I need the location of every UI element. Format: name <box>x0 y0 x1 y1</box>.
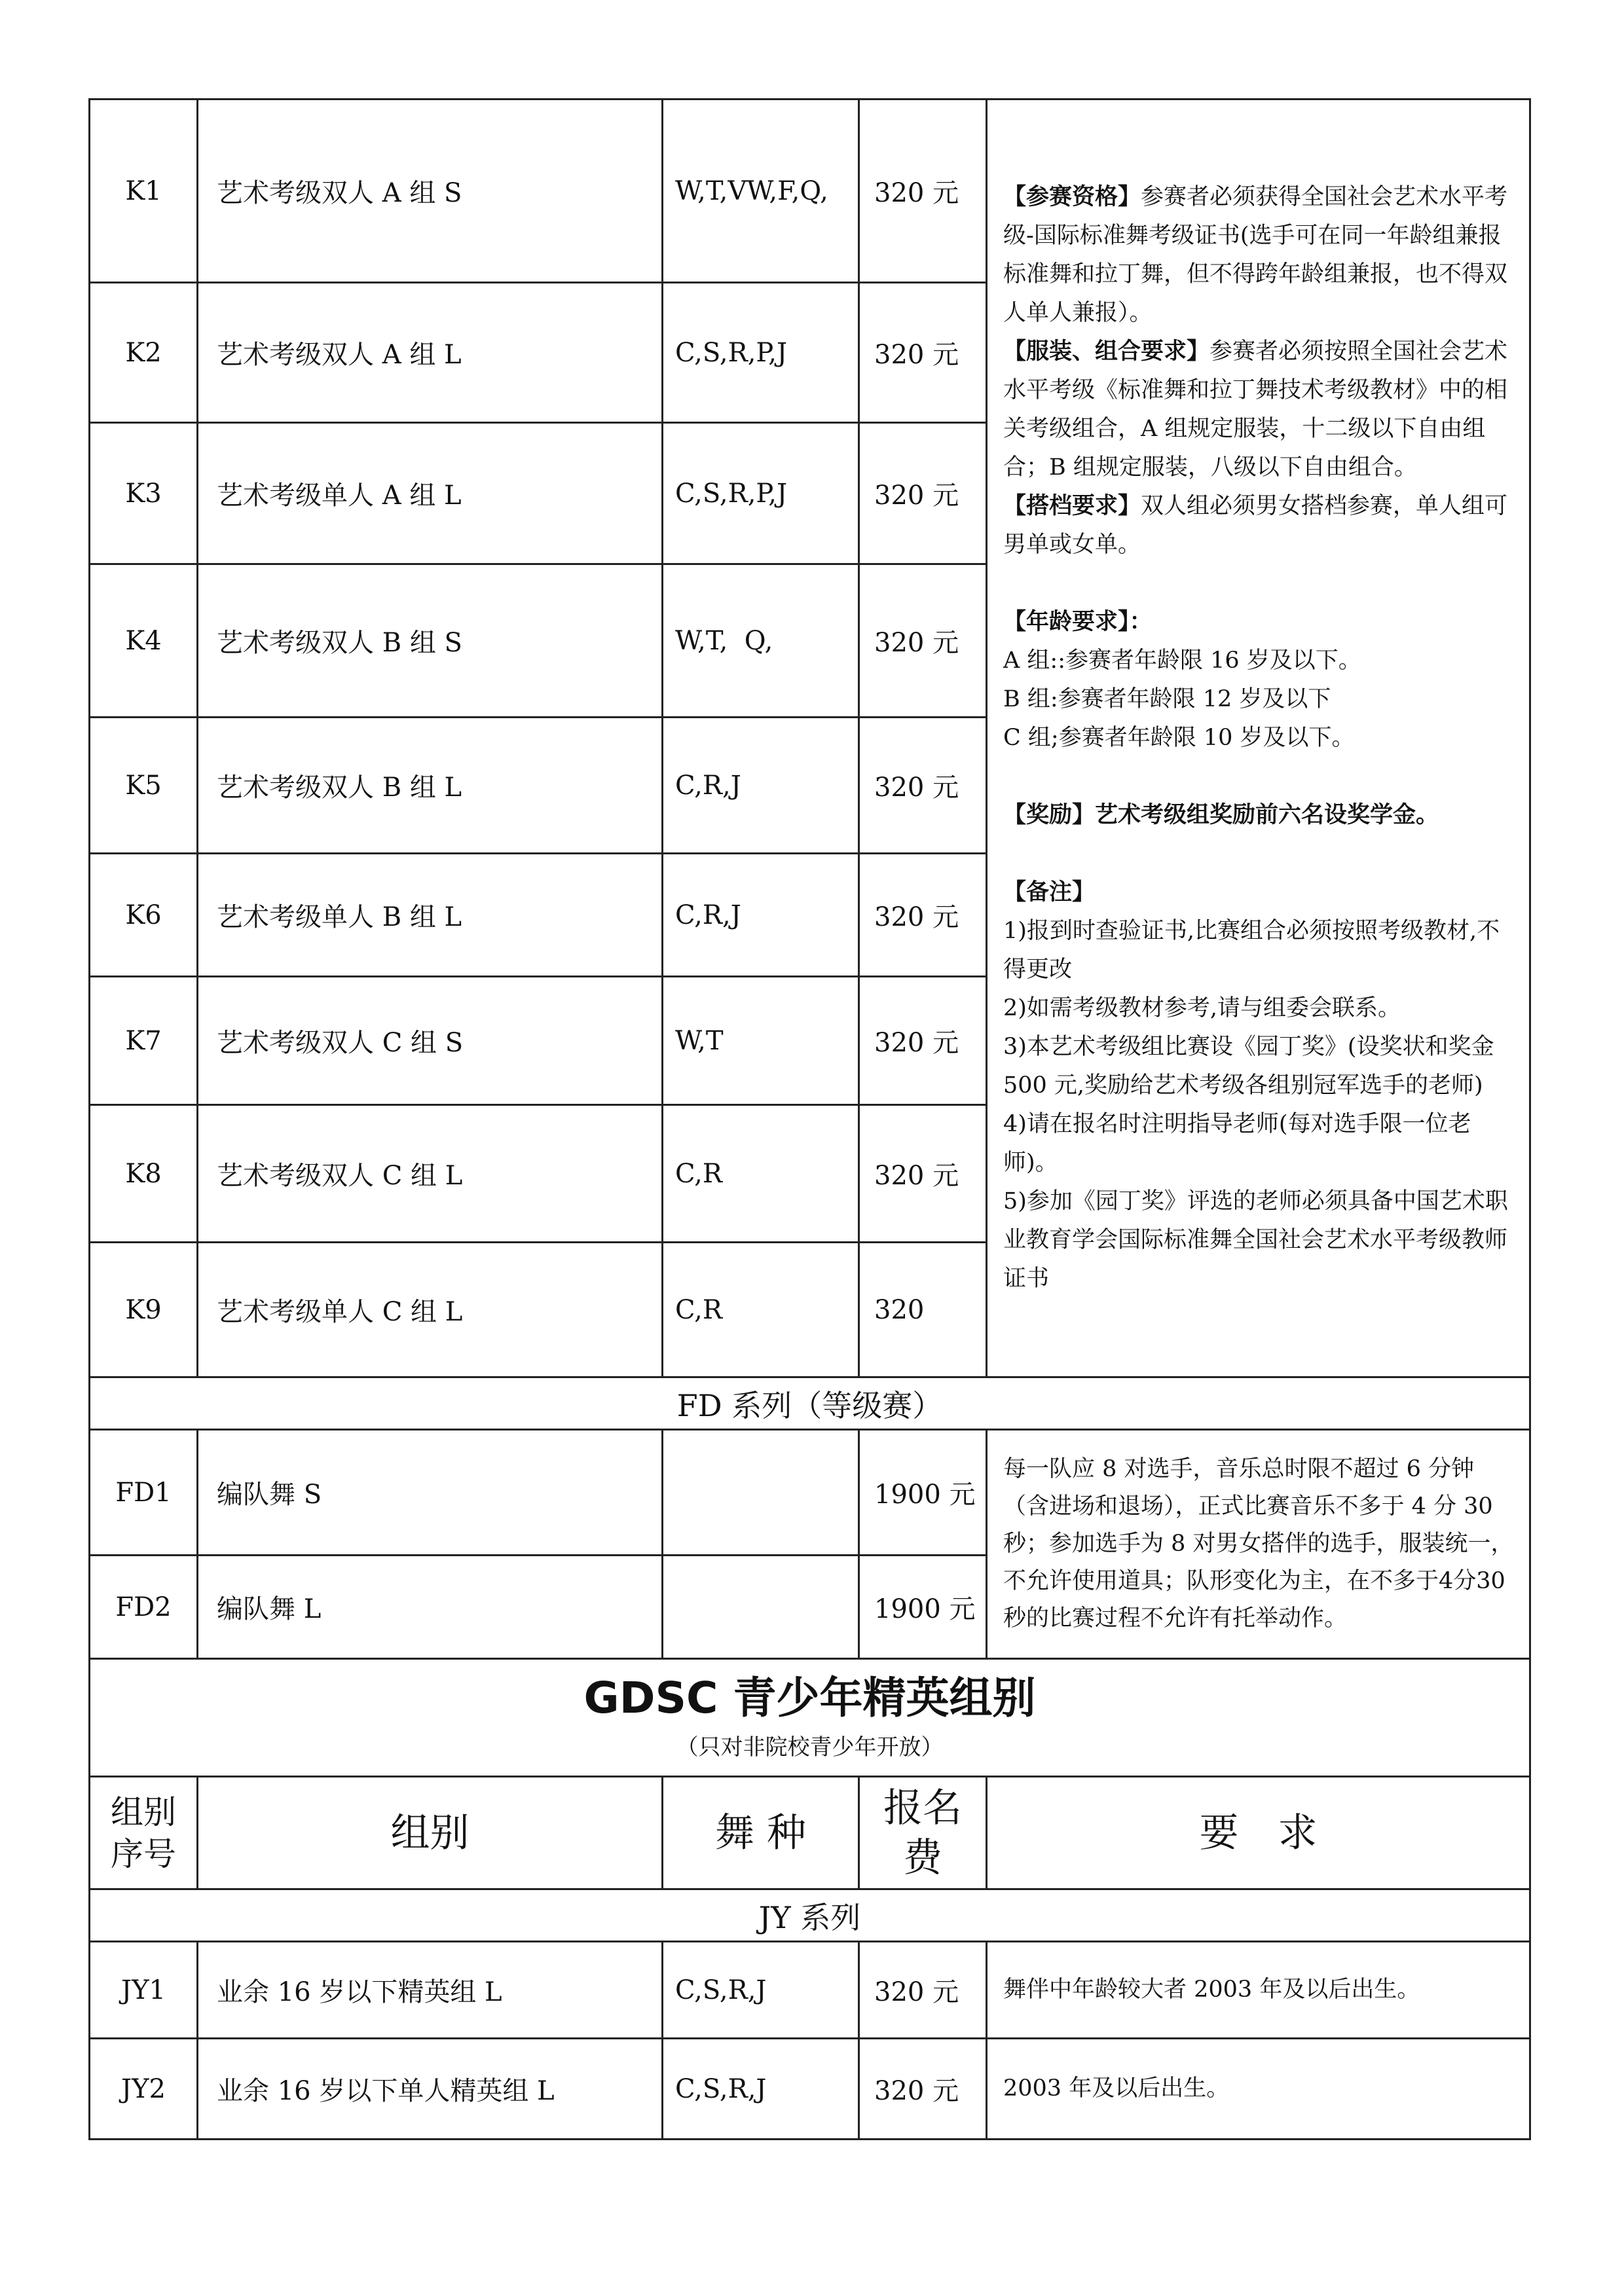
fd-series-title: FD 系列（等级赛） <box>90 1377 1530 1430</box>
group-code: FD2 <box>90 1556 198 1659</box>
group-code: K8 <box>90 1105 198 1243</box>
entry-fee: 320 元 <box>859 1105 987 1243</box>
entry-fee: 1900 元 <box>859 1430 987 1556</box>
table-row <box>90 100 1530 283</box>
partner-text: 双人组必须男女搭档参赛，单人组可男单或女单。 <box>1003 493 1508 558</box>
competition-table <box>88 98 1531 2140</box>
jy-series-title: JY 系列 <box>90 1889 1530 1942</box>
entry-fee: 1900 元 <box>859 1556 987 1659</box>
group-name: 艺术考级双人 B 组 S <box>198 564 663 718</box>
age-group-a: A 组::参赛者年龄限 16 岁及以下。 <box>1003 647 1361 674</box>
note-1: 1)报到时查验证书,比赛组合必须按照考级教材,不得更改 <box>1003 918 1500 983</box>
dance-types: W,T,VW,F,Q, <box>663 100 859 283</box>
notes-heading: 【备注】 <box>1003 879 1096 905</box>
dance-types: C,S,R,J <box>663 2039 859 2140</box>
dance-types <box>663 1430 859 1556</box>
series-row <box>90 1377 1530 1430</box>
group-code: K4 <box>90 564 198 718</box>
group-code: K7 <box>90 977 198 1105</box>
age-group-b: B 组:参赛者年龄限 12 岁及以下 <box>1003 686 1331 712</box>
eligibility-text: 参赛者必须获得全国社会艺术水平考级-国际标准舞考级证书(选手可在同一年龄组兼报标准舞和拉丁舞，但不得跨年龄组兼报，也不得双人单人兼报）。 <box>1003 184 1508 326</box>
costume-heading: 【服装、组合要求】 <box>1003 338 1210 365</box>
entry-fee: 320 元 <box>859 2039 987 2140</box>
table-row <box>90 1430 1530 1556</box>
dance-types: C,S,R,J <box>663 1942 859 2039</box>
entry-fee: 320 <box>859 1243 987 1377</box>
eligibility-heading: 【参赛资格】 <box>1003 184 1141 210</box>
header-dance: 舞 种 <box>663 1777 859 1889</box>
group-name: 艺术考级单人 B 组 L <box>198 854 663 977</box>
group-name: 业余 16 岁以下精英组 L <box>198 1942 663 2039</box>
group-name: 艺术考级双人 B 组 L <box>198 718 663 854</box>
header-group: 组别 <box>198 1777 663 1889</box>
header-code <box>90 1777 198 1889</box>
dance-types: W,T <box>663 977 859 1105</box>
age-group-c: C 组;参赛者年龄限 10 岁及以下。 <box>1003 725 1355 751</box>
group-code: K1 <box>90 100 198 283</box>
dance-types: C,R,J <box>663 854 859 977</box>
entry-fee: 320 元 <box>859 423 987 564</box>
entry-fee: 320 元 <box>859 100 987 283</box>
table-row <box>90 1942 1530 2039</box>
note-4: 4)请在报名时注明指导老师(每对选手限一位老师)。 <box>1003 1111 1471 1176</box>
entry-fee: 320 元 <box>859 977 987 1105</box>
header-fee-line1: 报名 <box>883 1785 962 1831</box>
group-name: 艺术考级单人 C 组 L <box>198 1243 663 1377</box>
group-name: 编队舞 L <box>198 1556 663 1659</box>
header-requirement: 要 求 <box>987 1777 1530 1889</box>
group-name: 编队舞 S <box>198 1430 663 1556</box>
dance-types: C,S,R,P,J <box>663 283 859 423</box>
note-5: 5)参加《园丁奖》评选的老师必须具备中国艺术职业教育学会国际标准舞全国社会艺术水平考级教师证书 <box>1003 1188 1508 1292</box>
entry-fee: 320 元 <box>859 1942 987 2039</box>
dance-types: C,R <box>663 1105 859 1243</box>
age-heading: 【年龄要求】： <box>1003 609 1153 635</box>
note-2: 2)如需考级教材参考,请与组委会联系。 <box>1003 995 1401 1021</box>
entry-fee: 320 元 <box>859 564 987 718</box>
fd-requirements: 每一队应 8 对选手，音乐总时限不超过 6 分钟（含进场和退场），正式比赛音乐不多于 4 分 30 秒；参加选手为 8 对男女搭伴的选手，服装统一，不允许使用道具；队形变化为主，在不多于4分30秒的比赛过程不允许有托举动作。 <box>987 1430 1530 1659</box>
dance-types: C,S,R,P,J <box>663 423 859 564</box>
gdsc-title: GDSC 青少年精英组别 <box>583 1673 1036 1723</box>
group-code: K6 <box>90 854 198 977</box>
table-row <box>90 2039 1530 2140</box>
group-code: K3 <box>90 423 198 564</box>
reward-text: 【奖励】艺术考级组奖励前六名设奖学金。 <box>1003 802 1439 828</box>
group-name: 艺术考级单人 A 组 L <box>198 423 663 564</box>
k-requirements <box>987 100 1530 1377</box>
entry-fee: 320 元 <box>859 718 987 854</box>
dance-types: C,R <box>663 1243 859 1377</box>
series-row <box>90 1889 1530 1942</box>
section-title-row <box>90 1659 1530 1777</box>
group-code: JY1 <box>90 1942 198 2039</box>
requirement: 舞伴中年龄较大者 2003 年及以后出生。 <box>987 1942 1530 2039</box>
header-fee <box>859 1777 987 1889</box>
group-code: FD1 <box>90 1430 198 1556</box>
costume-text: 参赛者必须按照全国社会艺术水平考级《标准舞和拉丁舞技术考级教材》中的相关考级组合，A 组规定服装，十二级以下自由组合；B 组规定服装，八级以下自由组合。 <box>1003 338 1508 481</box>
group-code: K9 <box>90 1243 198 1377</box>
group-name: 业余 16 岁以下单人精英组 L <box>198 2039 663 2140</box>
dance-types: C,R,J <box>663 718 859 854</box>
note-3: 3)本艺术考级组比赛设《园丁奖》(设奖状和奖金 500 元,奖励给艺术考级各组别冠军选手的老师) <box>1003 1034 1494 1099</box>
entry-fee: 320 元 <box>859 283 987 423</box>
group-name: 艺术考级双人 C 组 S <box>198 977 663 1105</box>
group-code: JY2 <box>90 2039 198 2140</box>
gdsc-title-cell <box>90 1659 1530 1777</box>
dance-types <box>663 1556 859 1659</box>
header-code-line1: 组别 <box>111 1793 176 1831</box>
gdsc-subtitle: （只对非院校青少年开放） <box>676 1734 944 1760</box>
group-code: K5 <box>90 718 198 854</box>
header-fee-line2: 费 <box>903 1834 942 1881</box>
header-code-line2: 序号 <box>111 1834 176 1873</box>
partner-heading: 【搭档要求】 <box>1003 493 1141 519</box>
header-row <box>90 1777 1530 1889</box>
requirement: 2003 年及以后出生。 <box>987 2039 1530 2140</box>
group-name: 艺术考级双人 C 组 L <box>198 1105 663 1243</box>
group-name: 艺术考级双人 A 组 L <box>198 283 663 423</box>
entry-fee: 320 元 <box>859 854 987 977</box>
dance-types: W,T, Q, <box>663 564 859 718</box>
group-code: K2 <box>90 283 198 423</box>
group-name: 艺术考级双人 A 组 S <box>198 100 663 283</box>
